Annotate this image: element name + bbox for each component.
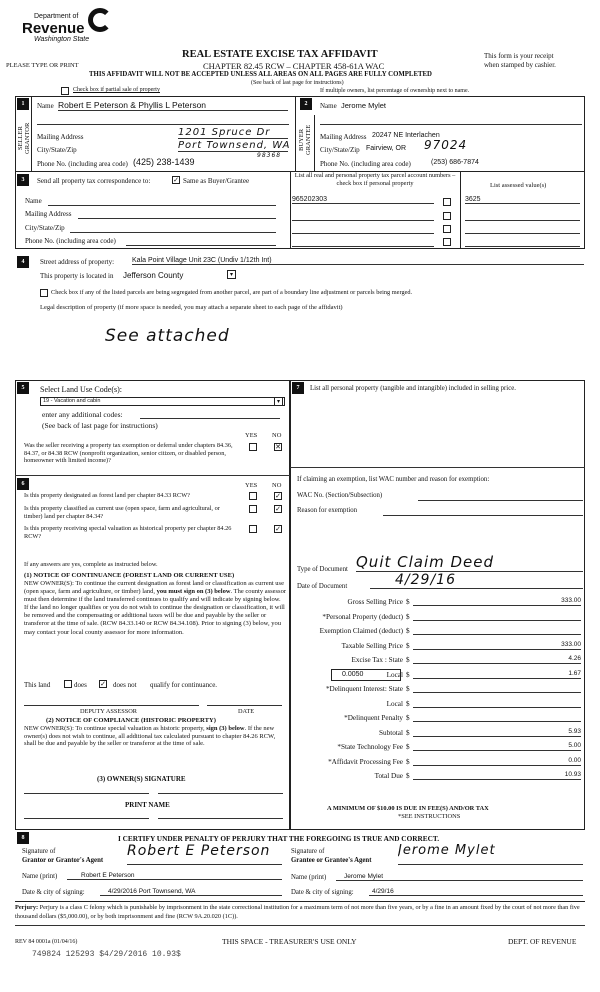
certify-statement: I CERTIFY UNDER PENALTY OF PERJURY THAT THE FOREGOING IS TRUE AND CORRECT. <box>118 834 440 843</box>
exemption-label: If claiming an exemption, list WAC number and reason for exemption: <box>297 476 490 483</box>
type-print: PLEASE TYPE OR PRINT <box>6 62 79 69</box>
section-7-number: 7 <box>292 382 304 394</box>
current-use-yes-checkbox[interactable] <box>249 505 257 513</box>
perjury-notice <box>15 904 587 921</box>
section-4-number: 4 <box>17 256 29 268</box>
print-name-label: PRINT NAME <box>125 801 170 809</box>
land-use-dropdown-icon[interactable]: ▾ <box>274 397 283 406</box>
grantor-name-field[interactable]: Robert E Peterson <box>67 872 282 880</box>
personal-property-checkbox[interactable] <box>443 225 451 233</box>
grantor-signature[interactable]: Robert E Peterson <box>127 843 282 865</box>
doc-type-field[interactable]: Quit Claim Deed <box>356 553 583 572</box>
fee-label: *Delinquent Penalty <box>344 714 403 722</box>
historic-no-checkbox[interactable]: ✓ <box>275 525 281 533</box>
logo-swirl-icon <box>88 8 112 32</box>
same-as-buyer-checkbox[interactable]: ✓ <box>173 176 179 184</box>
parcel-header: List all real and personal property tax parcel account numbers – check box if personal property <box>294 172 456 187</box>
does-not-label: does not <box>113 681 137 689</box>
buyer-label: BUYER <box>298 128 305 152</box>
corr-city-label: City/State/Zip <box>25 224 65 232</box>
fee-value-field[interactable] <box>413 612 581 621</box>
logo-main: Revenue <box>22 20 85 37</box>
buyer-mailing-label: Mailing Address <box>320 133 367 141</box>
logo-top: Department of <box>34 13 79 20</box>
seller-zip[interactable]: 98368 <box>257 152 282 159</box>
currency-symbol: $ <box>406 772 410 780</box>
grantee-label: GRANTEE <box>305 124 312 156</box>
seller-city-label: City/State/Zip <box>37 146 77 154</box>
grantee-name-field[interactable]: Jerome Mylet <box>336 873 583 881</box>
notice2-text-bold: sign (3) below <box>206 725 245 732</box>
fee-label: *Affidavit Processing Fee <box>328 757 403 766</box>
fee-label: Local <box>386 699 403 708</box>
fee-label: Taxable Selling Price <box>341 641 403 650</box>
buyer-phone-field[interactable]: (253) 686-7874 <box>431 159 479 166</box>
corr-phone-label: Phone No. (including area code) <box>25 237 116 245</box>
fee-value-field[interactable]: 0.00 <box>413 757 581 766</box>
no-header: NO <box>272 432 282 439</box>
does-label: does <box>74 681 87 689</box>
date-label: DATE <box>238 708 255 715</box>
personal-property-label: List all personal property (tangible and intangible) included in selling price. <box>310 385 516 392</box>
fee-value-field[interactable]: 1.67 <box>413 670 581 679</box>
exemption-question: Was the seller receiving a property tax exemption or deferral under chapters 84.36, 84.37, or 84.38 RCW (nonprofit organization, senior citizen, or disabled person, homeowner with limited income)? <box>24 442 233 464</box>
local-rate-field[interactable]: 0.0050 <box>331 669 401 681</box>
seller-city-field[interactable]: Port Townsend, WA <box>178 140 291 151</box>
form-revision: REV 84 0001a (01/04/16) <box>15 939 78 945</box>
legal-label: Legal description of property (if more space is needed, you may attach a separate sheet to each page of the affidavit) <box>40 304 343 311</box>
fee-label: *Personal Property (deduct) <box>322 612 403 621</box>
personal-property-checkbox[interactable] <box>443 212 451 220</box>
currency-symbol: $ <box>406 685 410 693</box>
exemption-yes-checkbox[interactable] <box>249 443 257 451</box>
fee-label: Exemption Claimed (deduct) <box>319 627 403 635</box>
this-land-label: This land <box>24 681 51 689</box>
if-yes-note: If any answers are yes, complete as instructed below. <box>24 561 158 568</box>
dept-of-revenue: DEPT. OF REVENUE <box>508 937 577 946</box>
perjury-text: Perjury is a class C felony which is punishable by imprisonment in the state correctional institution for a maximum term of not more than five years, or by a fine in an amount fixed by the court of not more than five thousand dollars ($5,000.00), or by both imprisonment and fine (RCW 9A.20.020 (1C)). <box>15 904 580 920</box>
personal-property-checkbox[interactable] <box>443 238 451 246</box>
grantee-date-field[interactable]: 4/29/16 <box>369 888 583 896</box>
treasurer-stamp: 749824 125293 $4/29/2016 10.93$ <box>32 950 181 959</box>
section-2-number: 2 <box>300 98 312 110</box>
located-label: This property is located in <box>40 272 114 280</box>
currency-symbol: $ <box>406 670 410 679</box>
buyer-name-field[interactable]: Jerome Mylet <box>341 101 387 110</box>
currency-symbol: $ <box>406 757 410 766</box>
doc-type-label: Type of Document <box>297 566 348 573</box>
fee-value-field[interactable] <box>413 626 581 635</box>
correspondence-label: Send all property tax correspondence to: <box>37 177 151 185</box>
corr-name-label: Name <box>25 197 42 205</box>
notice-text-b: . The county assessor must then determine if the land transferred continues to qualify and will indicate by signing below. If the land no longer qualifies or you do not wish to continue the designation or classification, it will be removed and the compensating or additional taxes will be due and payable by the seller or transferor at the time of sale. (RCW 84.33.140 or RCW 84.34.108). Prior to signing (3) below, you may contact your local county assessor for more information. <box>24 588 286 636</box>
yes-header: YES <box>245 432 258 439</box>
county-select[interactable]: Jefferson County <box>123 271 184 280</box>
reason-label: Reason for exemption <box>297 507 358 514</box>
grantor-agent-label: Grantor or Grantor's Agent <box>22 857 104 864</box>
grantor-label: GRANTOR <box>24 122 31 154</box>
corr-mailing-label: Mailing Address <box>25 210 72 218</box>
currency-symbol: $ <box>406 728 410 737</box>
grantor-date-label: Date & city of signing: <box>22 889 85 896</box>
grantor-sig-of: Signature of <box>22 848 56 855</box>
fee-value-field[interactable]: 5.00 <box>413 742 581 751</box>
fee-value-field[interactable]: 4.26 <box>413 655 581 664</box>
currency-symbol: $ <box>406 641 410 650</box>
notice-continuance-title: (1) NOTICE OF CONTINUANCE (FOREST LAND OR CURRENT USE) <box>24 572 235 579</box>
wac-label: WAC No. (Section/Subsection) <box>297 492 383 499</box>
buyer-name-label: Name <box>320 102 337 110</box>
county-dropdown-icon[interactable]: ▾ <box>227 270 236 279</box>
treasurer-use: THIS SPACE - TREASURER'S USE ONLY <box>222 937 357 946</box>
fee-value-field[interactable]: 5.93 <box>413 728 581 737</box>
parcel-number-field[interactable]: 965202303 <box>292 196 434 204</box>
grantee-sig-of: Signature of <box>291 848 325 855</box>
grantor-name-label: Name (print) <box>22 873 58 880</box>
notice-continuance-text <box>24 580 286 637</box>
fee-label: Subtotal <box>379 728 403 737</box>
fee-value-field[interactable]: 333.00 <box>413 597 581 606</box>
same-as-buyer-label: Same as Buyer/Grantee <box>183 177 250 185</box>
perjury-label: Perjury: <box>15 904 39 911</box>
street-label: Street address of property: <box>40 258 115 266</box>
doc-date-field[interactable]: 4/29/16 <box>370 572 583 589</box>
seller-side-label <box>17 118 31 158</box>
grantee-signature[interactable]: Jerome Mylet <box>398 843 583 865</box>
street-field[interactable]: Kala Point Village Unit 23C (Undiv 1/12th Int) <box>132 257 584 265</box>
grantor-date-field[interactable]: 4/29/2016 Port Townsend, WA <box>100 888 282 896</box>
owner-signature-label: (3) OWNER(S) SIGNATURE <box>97 775 186 783</box>
does-checkbox[interactable] <box>64 680 72 688</box>
assessed-header: List assessed value(s) <box>490 182 547 189</box>
assessed-value-field[interactable]: 3625 <box>465 196 580 204</box>
fee-label: Excise Tax : State <box>351 656 403 664</box>
additional-codes-label: enter any additional codes: <box>42 410 123 419</box>
notice-text-a: NEW OWNER(S): To continue the current designation as forest land or classification as current use (open space, farm and agriculture, or timber) land, <box>24 580 284 596</box>
receipt-1: This form is your receipt <box>484 52 554 60</box>
land-use-label: Select Land Use Code(s): <box>40 385 122 394</box>
seller-name-field[interactable]: Robert E Peterson & Phyllis L Peterson <box>58 100 288 111</box>
forest-land-question: Is this property designated as forest land per chapter 84.33 RCW? <box>24 492 190 499</box>
historic-question: Is this property receiving special valuation as historical property per chapter 84.26 RCW? <box>24 525 232 540</box>
forest-no-checkbox[interactable]: ✓ <box>275 492 281 500</box>
seller-label: SELLER <box>17 126 24 150</box>
segregated-label: Check box if any of the listed parcels are being segregated from another parcel, are part of a boundary line adjustment or parcels being merged. <box>51 289 413 296</box>
seller-phone-field[interactable]: (425) 238-1439 <box>133 157 195 167</box>
grantee-name-label: Name (print) <box>291 874 327 881</box>
currency-symbol: $ <box>406 714 410 722</box>
current-use-no-checkbox[interactable]: ✓ <box>275 505 281 513</box>
grantee-agent-label: Grantee or Grantee's Agent <box>291 857 372 864</box>
fee-value-field[interactable] <box>413 699 581 708</box>
section-6-number: 6 <box>17 478 29 490</box>
buyer-phone-label: Phone No. (including area code) <box>320 160 411 168</box>
fee-value-field[interactable] <box>413 684 581 693</box>
legal-description[interactable]: See attached <box>105 326 230 346</box>
section-5-number: 5 <box>17 382 29 394</box>
fee-label: Gross Selling Price <box>347 598 403 606</box>
fee-label: Total Due <box>374 772 403 780</box>
see-back: (See back of last page for instructions) <box>251 80 344 86</box>
section-1-number: 1 <box>17 98 29 110</box>
currency-symbol: $ <box>406 627 410 635</box>
fee-value-field[interactable]: 333.00 <box>413 641 581 650</box>
currency-symbol: $ <box>406 743 410 751</box>
seller-mailing-field[interactable]: 1201 Spruce Dr <box>178 127 288 139</box>
personal-property-checkbox[interactable] <box>443 198 451 206</box>
partial-sale-label: Check box if partial sale of property <box>73 87 160 93</box>
qualify-label: qualify for continuance. <box>150 681 218 689</box>
currency-symbol: $ <box>406 699 410 708</box>
section-8-number: 8 <box>17 832 29 844</box>
form-title: REAL ESTATE EXCISE TAX AFFIDAVIT <box>182 49 378 60</box>
seller-mailing-label: Mailing Address <box>37 133 84 141</box>
deputy-assessor-label: DEPUTY ASSESSOR <box>80 708 137 715</box>
exemption-no-checkbox[interactable]: ✕ <box>275 443 281 451</box>
land-use-value: 19 - Vacation and cabin <box>43 398 101 404</box>
notice-compliance-title: (2) NOTICE OF COMPLIANCE (HISTORIC PROPERTY) <box>46 717 216 724</box>
section-3-number: 3 <box>17 174 29 186</box>
chapter: CHAPTER 82.45 RCW – CHAPTER 458-61A WAC <box>203 61 385 71</box>
no-header: NO <box>272 482 282 489</box>
grantee-date-label: Date & city of signing: <box>291 889 354 896</box>
buyer-mailing-field[interactable]: 20247 NE Interlachen <box>372 132 440 139</box>
fee-value-field[interactable]: 10.93 <box>413 771 581 780</box>
does-not-checkbox[interactable]: ✓ <box>100 680 106 688</box>
land-use-see-back: (See back of last page for instructions) <box>42 421 158 430</box>
receipt-2: when stamped by cashier. <box>484 61 556 69</box>
warning: THIS AFFIDAVIT WILL NOT BE ACCEPTED UNLESS ALL AREAS ON ALL PAGES ARE FULLY COMPLETED <box>89 71 432 78</box>
currency-symbol: $ <box>406 612 410 621</box>
notice-text-bold: you must sign on (3) below <box>156 588 231 596</box>
fee-label: *State Technology Fee <box>337 743 403 751</box>
seller-name-label: Name <box>37 102 54 110</box>
notice2-text-a: NEW OWNER(S): To continue special valuation as historic property, <box>24 725 207 732</box>
segregated-checkbox[interactable] <box>40 289 48 297</box>
buyer-zip[interactable]: 97024 <box>424 138 468 152</box>
historic-yes-checkbox[interactable] <box>249 525 257 533</box>
fee-value-field[interactable] <box>413 713 581 722</box>
buyer-city-label: City/State/Zip <box>320 146 360 154</box>
land-use-select[interactable] <box>40 397 285 406</box>
see-instructions: *SEE INSTRUCTIONS <box>398 813 461 820</box>
currency-symbol: $ <box>406 598 410 606</box>
seller-phone-label: Phone No. (including area code) <box>37 160 128 168</box>
notice-compliance-text <box>24 725 286 748</box>
fee-label: *Delinquent Interest: State <box>325 685 403 693</box>
current-use-question: Is this property classified as current use (open space, farm and agricultural, or timber) land per chapter 84.34? <box>24 505 220 520</box>
buyer-side-label <box>298 120 312 160</box>
logo-sub: Washington State <box>34 36 90 43</box>
fee-label: Local <box>386 670 403 679</box>
buyer-city-field[interactable]: Fairview, OR <box>366 145 407 152</box>
partial-sale-checkbox[interactable] <box>61 87 69 95</box>
forest-yes-checkbox[interactable] <box>249 492 257 500</box>
multiple-owners: If multiple owners, list percentage of ownership next to name. <box>320 88 470 94</box>
doc-date-label: Date of Document <box>297 583 348 590</box>
yes-header: YES <box>245 482 258 489</box>
currency-symbol: $ <box>406 656 410 664</box>
notice2-text-b: . If the new owner(s) does not wish to continue, all additional tax calculated pursuant to chapter 84.26 RCW, shall be due and payable by the seller or transferor at the time of sale. <box>24 725 276 748</box>
minimum-note: A MINIMUM OF $10.00 IS DUE IN FEE(S) AND/OR TAX <box>327 805 489 812</box>
